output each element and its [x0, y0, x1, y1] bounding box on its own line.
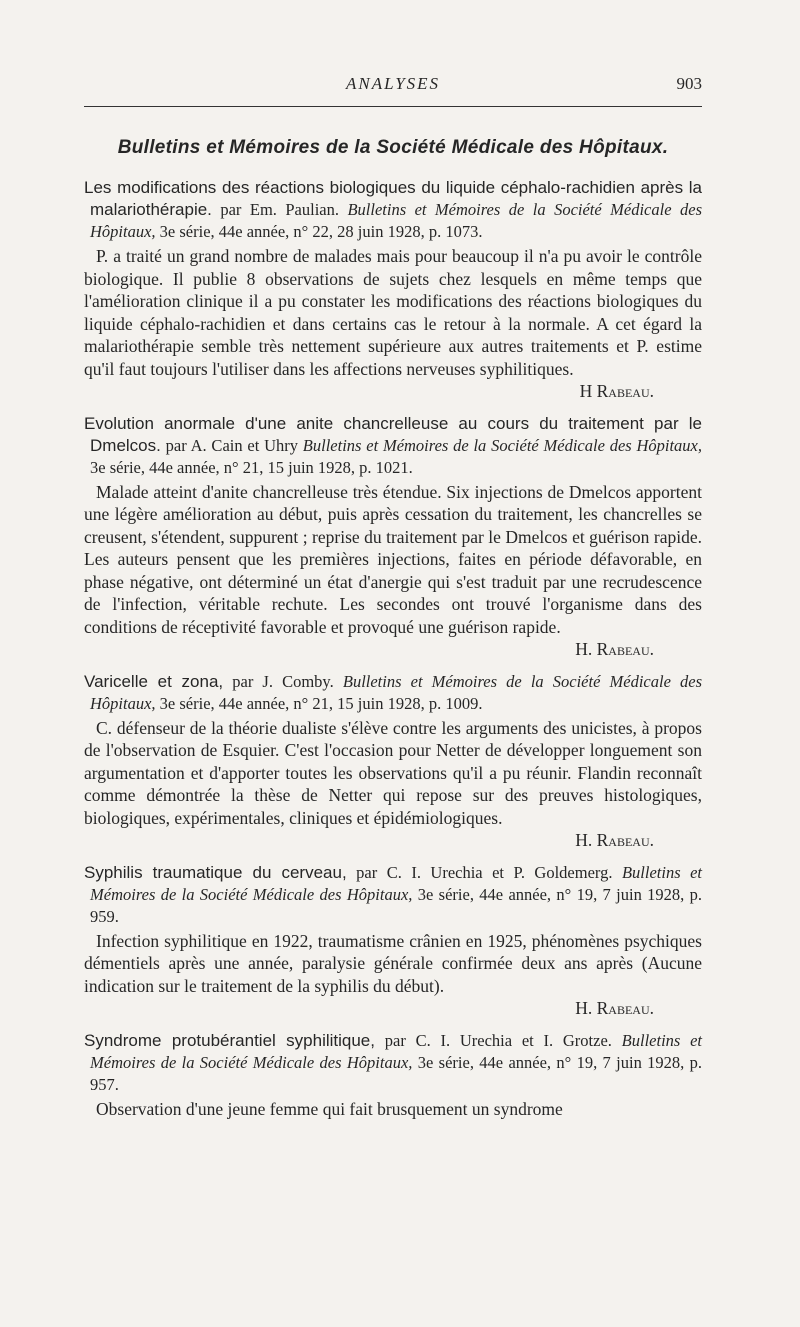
- article-heading: [84, 413, 702, 479]
- article-journal: Bulletins et Mémoires de la Société Médicale des Hôpitaux,: [90, 671, 703, 713]
- article-title: Les modifications des réactions biologiques du liquide céphalo-rachidien après la malariothérapie.: [84, 178, 702, 219]
- article-4: [84, 862, 702, 1020]
- article-body-text: Infection syphilitique en 1922, traumatisme crânien en 1925, phénomènes psychiques démentiels après une année, paralysie générale confirmée deux ans après (Aucune indication sur le traitement de la syphilis du début).: [84, 930, 702, 996]
- page-number: 903: [676, 74, 702, 93]
- article-5: [84, 1030, 702, 1121]
- article-reference: 3e série, 44e année, n° 21, 15 juin 1928, p. 1009.: [159, 693, 483, 713]
- article-signature: H. Rabeau.: [575, 830, 654, 850]
- article-3: [84, 671, 702, 852]
- article-journal: Bulletins et Mémoires de la Société Médicale des Hôpitaux,: [302, 435, 703, 455]
- article-heading: [84, 862, 702, 928]
- article-1: [84, 177, 702, 403]
- article-list: [84, 177, 702, 1130]
- running-head: [84, 74, 702, 100]
- article-reference: 3e série, 44e année, n° 19, 7 juin 1928, p. 957.: [90, 1052, 702, 1094]
- article-signature: H. Rabeau.: [575, 639, 654, 659]
- article-reference: 3e série, 44e année, n° 21, 15 juin 1928, p. 1021.: [90, 457, 413, 477]
- article-title: Varicelle et zona,: [84, 671, 224, 691]
- article-2: [84, 413, 702, 661]
- article-heading: [84, 177, 702, 243]
- article-reference: 3e série, 44e année, n° 22, 28 juin 1928, p. 1073.: [159, 222, 483, 241]
- running-head-title: ANALYSES: [345, 74, 441, 93]
- article-body-text: C. défenseur de la théorie dualiste s'élève contre les arguments des unicistes, à propos de l'observation de Esquier. C'est l'occasion pour Netter de développer longuement son argumentation et d'apporter toutes les observations qu'il a pu réunir. Flandin reconnaît comme démontrée la thèse de Netter qui repose sur des preuves histologiques, biologiques, expérimentales, cliniques et épidémiologiques.: [84, 717, 702, 828]
- header-rule: [84, 106, 702, 107]
- article-body: [84, 245, 702, 403]
- article-title: Syndrome protubérantiel syphilitique,: [84, 1030, 375, 1050]
- journal-section-title: Bulletins et Mémoires de la Société Médicale des Hôpitaux.: [117, 137, 669, 158]
- article-authors: par C. I. Urechia et P. Goldemerg.: [356, 862, 613, 882]
- article-body: [84, 481, 702, 661]
- article-body: [84, 930, 702, 1020]
- article-heading: [84, 1030, 702, 1096]
- article-signature: H. Rabeau.: [575, 998, 654, 1018]
- article-title: Evolution anormale d'une anite chancrelleuse au cours du traitement par le Dmelcos.: [84, 413, 702, 455]
- article-journal: Bulletins et Mémoires de la Société Médicale des Hôpitaux,: [90, 1030, 703, 1072]
- article-authors: par Em. Paulian.: [220, 200, 339, 219]
- article-journal: Bulletins et Mémoires de la Société Médicale des Hôpitaux,: [90, 200, 702, 241]
- article-authors: par J. Comby.: [232, 671, 334, 691]
- article-reference: 3e série, 44e année, n° 19, 7 juin 1928, p. 959.: [90, 884, 702, 926]
- article-body-text: P. a traité un grand nombre de malades mais pour beaucoup il n'a pu avoir le contrôle biologique. Il publie 8 observations de sujets chez lesquels en même temps que l'amélioration clinique il a pu constater les modifications des réactions biologiques du liquide céphalo-rachidien et dans certains cas le retour à la normale. A cet égard la malariothérapie semble très nettement supérieure aux autres traitements et P. estime qu'il faut toujours l'utiliser dans les affections nerveuses syphilitiques.: [84, 246, 702, 379]
- article-body: [84, 717, 702, 852]
- article-authors: par A. Cain et Uhry: [165, 435, 298, 455]
- article-body: [84, 1098, 702, 1121]
- article-authors: par C. I. Urechia et I. Grotze.: [384, 1030, 612, 1050]
- article-journal: Bulletins et Mémoires de la Société Médicale des Hôpitaux,: [90, 862, 703, 904]
- article-heading: [84, 671, 702, 715]
- article-title: Syphilis traumatique du cerveau,: [84, 862, 347, 882]
- article-body-text: Observation d'une jeune femme qui fait brusquement un syndrome: [96, 1098, 563, 1119]
- article-signature: H Rabeau.: [579, 381, 654, 401]
- article-body-text: Malade atteint d'anite chancrelleuse très étendue. Six injections de Dmelcos apportent une légère amélioration au début, puis après cessation du traitement, les chancrelles se creusent, s'étendent, suppurent ; reprise du traitement par le Dmelcos et guérison rapide. Les auteurs pensent que les premières injections, faites en période défavorable, en phase négative, ont déterminé un état d'anergie qui s'est traduit par une recrudescence de l'infection, véritable rechute. Les secondes ont trouvé l'organisme dans des conditions de réceptivité favorable et provoqué une guérison rapide.: [84, 481, 702, 637]
